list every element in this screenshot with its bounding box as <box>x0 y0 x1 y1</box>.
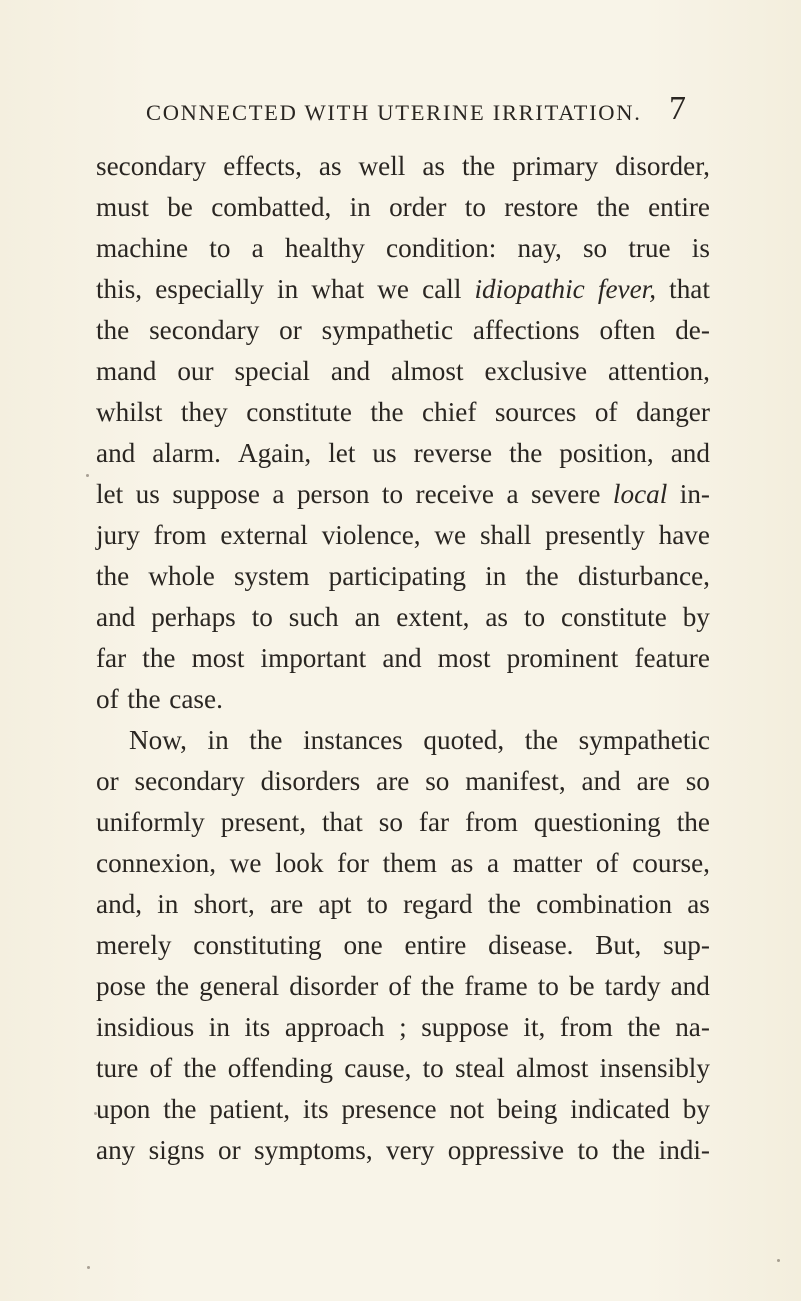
word: such <box>288 602 339 632</box>
word: order <box>389 192 447 222</box>
text-line <box>96 925 710 965</box>
word: regard <box>403 889 473 919</box>
word: approach <box>284 1012 385 1042</box>
word: to <box>464 192 486 222</box>
word: frame <box>464 971 528 1001</box>
word: and <box>581 766 621 796</box>
word: condition: <box>386 233 497 263</box>
word: a <box>272 479 285 509</box>
word: secondary <box>96 151 207 181</box>
word: disorder, <box>615 151 710 181</box>
word: of <box>595 848 619 878</box>
word: person <box>296 479 370 509</box>
word: its <box>244 1012 271 1042</box>
word: primary <box>512 151 599 181</box>
word: that <box>322 807 363 837</box>
word: being <box>496 1094 558 1124</box>
word: upon <box>96 1094 151 1124</box>
word: are <box>269 889 304 919</box>
word: sympathetic <box>578 725 710 755</box>
word: by <box>682 1094 710 1124</box>
word: the <box>183 1053 217 1083</box>
word: disturbance, <box>577 561 710 591</box>
word: and <box>96 602 136 632</box>
text-line <box>96 556 710 596</box>
word: an <box>354 602 381 632</box>
word: But, <box>595 930 642 960</box>
word: nay, <box>517 233 562 263</box>
word: it, <box>523 1012 546 1042</box>
word: position, <box>559 438 654 468</box>
word: restore <box>504 192 579 222</box>
word: case. <box>169 684 223 714</box>
word: to <box>251 602 273 632</box>
word: what <box>311 274 365 304</box>
word: or <box>96 766 119 796</box>
word: shall <box>479 520 532 550</box>
word: Now, <box>129 725 187 755</box>
word: the <box>127 684 161 714</box>
word: participating <box>328 561 467 591</box>
word: of <box>594 397 618 427</box>
word: them <box>382 848 437 878</box>
text-line <box>96 1130 710 1170</box>
word: present, <box>220 807 307 837</box>
paragraph-start-line <box>129 720 710 760</box>
paper-speck <box>87 1266 90 1269</box>
word: healthy <box>284 233 365 263</box>
word: in <box>485 561 507 591</box>
word: as <box>422 151 445 181</box>
word: sources <box>494 397 577 427</box>
word: constitute <box>246 397 352 427</box>
word: combination <box>536 889 673 919</box>
word: the <box>249 725 283 755</box>
word: almost <box>391 356 464 386</box>
word: the <box>627 1012 661 1042</box>
word: very <box>386 1135 435 1165</box>
word: or <box>217 1135 241 1165</box>
text-line <box>96 843 710 883</box>
word: let <box>96 479 124 509</box>
text-line <box>96 474 710 514</box>
word: extent, <box>396 602 470 632</box>
word: apt <box>318 889 352 919</box>
word: are <box>376 766 410 796</box>
word: to <box>366 889 388 919</box>
word: feature <box>634 643 710 673</box>
text-line <box>96 433 710 473</box>
word: general <box>199 971 280 1001</box>
word: the <box>96 561 130 591</box>
word: local <box>612 479 668 509</box>
word: our <box>177 356 214 386</box>
word: and <box>382 643 422 673</box>
text-line <box>96 310 710 350</box>
word: secondary <box>134 766 245 796</box>
word: the <box>370 397 404 427</box>
word: the <box>421 971 455 1001</box>
word: any <box>96 1135 136 1165</box>
word: the <box>487 889 521 919</box>
word: this, <box>96 274 143 304</box>
text-line <box>96 761 710 801</box>
word: disorders <box>260 766 361 796</box>
word: signs <box>148 1135 205 1165</box>
text-line <box>96 679 710 719</box>
word: in- <box>679 479 710 509</box>
word: as <box>687 889 710 919</box>
word: entire <box>648 192 710 222</box>
word: to <box>422 1053 444 1083</box>
word: not <box>449 1094 485 1124</box>
word: the <box>524 725 559 755</box>
word: in <box>157 889 179 919</box>
text-line <box>96 515 710 555</box>
text-line <box>96 638 710 678</box>
word: as <box>450 848 474 878</box>
running-head <box>146 92 686 136</box>
word: alarm. <box>152 438 221 468</box>
word: of <box>388 971 411 1001</box>
word: short, <box>193 889 255 919</box>
text-line <box>96 884 710 924</box>
word: most <box>437 643 491 673</box>
word: by <box>682 602 710 632</box>
word: we <box>229 848 262 878</box>
word: as <box>485 602 509 632</box>
word: most <box>191 643 245 673</box>
word: the <box>596 192 630 222</box>
word: machine <box>96 233 189 263</box>
word: perhaps <box>151 602 236 632</box>
word: disease. <box>488 930 574 960</box>
word: and <box>96 438 136 468</box>
word: important <box>260 643 367 673</box>
word: jury <box>96 520 140 550</box>
word: of <box>149 1053 173 1083</box>
text-line <box>96 802 710 842</box>
word: the <box>461 151 496 181</box>
word: cause, <box>344 1053 412 1083</box>
word: combatted, <box>211 192 332 222</box>
word: mand <box>96 356 157 386</box>
word: to <box>537 971 559 1001</box>
word: attention, <box>608 356 710 386</box>
word: prominent <box>506 643 619 673</box>
word: sympathetic <box>321 315 454 345</box>
text-line <box>96 187 710 227</box>
word: we <box>377 274 409 304</box>
word: constituting <box>193 930 322 960</box>
running-title: CONNECTED WITH UTERINE IRRITATION. <box>146 100 642 125</box>
word: reverse <box>413 438 493 468</box>
paper-speck <box>777 1259 780 1262</box>
word: in <box>277 274 299 304</box>
word: us <box>135 479 160 509</box>
word: is <box>691 233 710 263</box>
word: so <box>378 807 403 837</box>
word: external <box>220 520 308 550</box>
paper-speck <box>94 1112 97 1115</box>
word: exclusive <box>484 356 588 386</box>
word: look <box>275 848 324 878</box>
word: indi- <box>658 1135 710 1165</box>
text-line <box>96 966 710 1006</box>
text-line <box>96 1048 710 1088</box>
text-line <box>96 392 710 432</box>
word: and <box>330 356 371 386</box>
word: for <box>337 848 369 878</box>
word: whole <box>148 561 215 591</box>
word: na- <box>675 1012 710 1042</box>
word: suppose <box>421 1012 509 1042</box>
word: a <box>506 479 519 509</box>
word: in <box>349 192 371 222</box>
word: must <box>96 192 149 222</box>
word: have <box>658 520 710 550</box>
text-line <box>96 351 710 391</box>
word: often <box>599 315 656 345</box>
word: they <box>180 397 228 427</box>
word: the <box>155 971 190 1001</box>
word: from <box>465 807 518 837</box>
text-line <box>96 597 710 637</box>
word: and <box>670 971 710 1001</box>
word: call <box>422 274 462 304</box>
word: far <box>96 643 127 673</box>
word: its <box>302 1094 329 1124</box>
word: true <box>628 233 671 263</box>
word: and <box>670 438 710 468</box>
word: a <box>486 848 500 878</box>
paper-speck <box>86 474 89 477</box>
word: so <box>685 766 710 796</box>
word: ; <box>399 1012 407 1042</box>
word: sup- <box>663 930 710 960</box>
word: a <box>251 233 264 263</box>
word: system <box>233 561 310 591</box>
word: ture <box>96 1053 139 1083</box>
word: the <box>509 438 543 468</box>
word: de- <box>675 315 710 345</box>
word: one <box>343 930 383 960</box>
word: manifest, <box>465 766 566 796</box>
page-number: 7 <box>669 90 686 127</box>
word: let <box>328 438 356 468</box>
word: the <box>525 561 559 591</box>
word: idiopathic <box>474 274 585 304</box>
word: oppressive <box>447 1135 565 1165</box>
word: presence <box>341 1094 437 1124</box>
word: fever, <box>597 274 657 304</box>
word: us <box>372 438 397 468</box>
word: questioning <box>533 807 661 837</box>
word: symptoms, <box>254 1135 373 1165</box>
word: the <box>676 807 710 837</box>
word: be <box>568 971 595 1001</box>
word: patient, <box>209 1094 291 1124</box>
word: connexion, <box>96 848 217 878</box>
word: insensibly <box>599 1053 710 1083</box>
word: especially <box>155 274 264 304</box>
word: we <box>434 520 467 550</box>
word: merely <box>96 930 172 960</box>
text-line <box>96 1007 710 1047</box>
word: presently <box>545 520 645 550</box>
word: receive <box>415 479 494 509</box>
word: Again, <box>237 438 312 468</box>
word: or <box>279 315 302 345</box>
word: the <box>612 1135 646 1165</box>
word: disorder <box>289 971 379 1001</box>
word: in <box>207 725 229 755</box>
word: the <box>163 1094 197 1124</box>
word: quoted, <box>423 725 505 755</box>
word: far <box>418 807 450 837</box>
word: well <box>358 151 406 181</box>
word: pose <box>96 971 146 1001</box>
word: to <box>523 602 546 632</box>
word: insidious <box>96 1012 195 1042</box>
word: course, <box>632 848 710 878</box>
word: constitute <box>561 602 667 632</box>
word: that <box>669 274 710 304</box>
word: entire <box>404 930 467 960</box>
word: to <box>577 1135 599 1165</box>
word: in <box>208 1012 230 1042</box>
word: severe <box>531 479 601 509</box>
word: so <box>425 766 450 796</box>
word: whilst <box>96 397 163 427</box>
word: affections <box>472 315 580 345</box>
text-line <box>96 228 710 268</box>
text-line <box>96 269 710 309</box>
word: from <box>153 520 207 550</box>
word: indicated <box>570 1094 670 1124</box>
word: so <box>582 233 608 263</box>
word: effects, <box>223 151 302 181</box>
word: instances <box>303 725 403 755</box>
word: from <box>559 1012 613 1042</box>
word: danger <box>635 397 710 427</box>
word: the <box>96 315 130 345</box>
word: be <box>167 192 193 222</box>
word: almost <box>515 1053 589 1083</box>
word: and, <box>96 889 143 919</box>
word: suppose <box>172 479 260 509</box>
word: secondary <box>149 315 260 345</box>
word: tardy <box>604 971 661 1001</box>
word: violence, <box>321 520 421 550</box>
word: the <box>142 643 176 673</box>
word: of <box>96 684 119 714</box>
text-line <box>96 146 710 186</box>
word: are <box>636 766 670 796</box>
word: to <box>209 233 231 263</box>
word: to <box>381 479 404 509</box>
word: matter <box>512 848 583 878</box>
word: chief <box>422 397 477 427</box>
word: uniformly <box>96 807 205 837</box>
word: steal <box>454 1053 505 1083</box>
word: special <box>234 356 310 386</box>
word: as <box>318 151 342 181</box>
text-line <box>96 1089 710 1129</box>
word: offending <box>227 1053 333 1083</box>
